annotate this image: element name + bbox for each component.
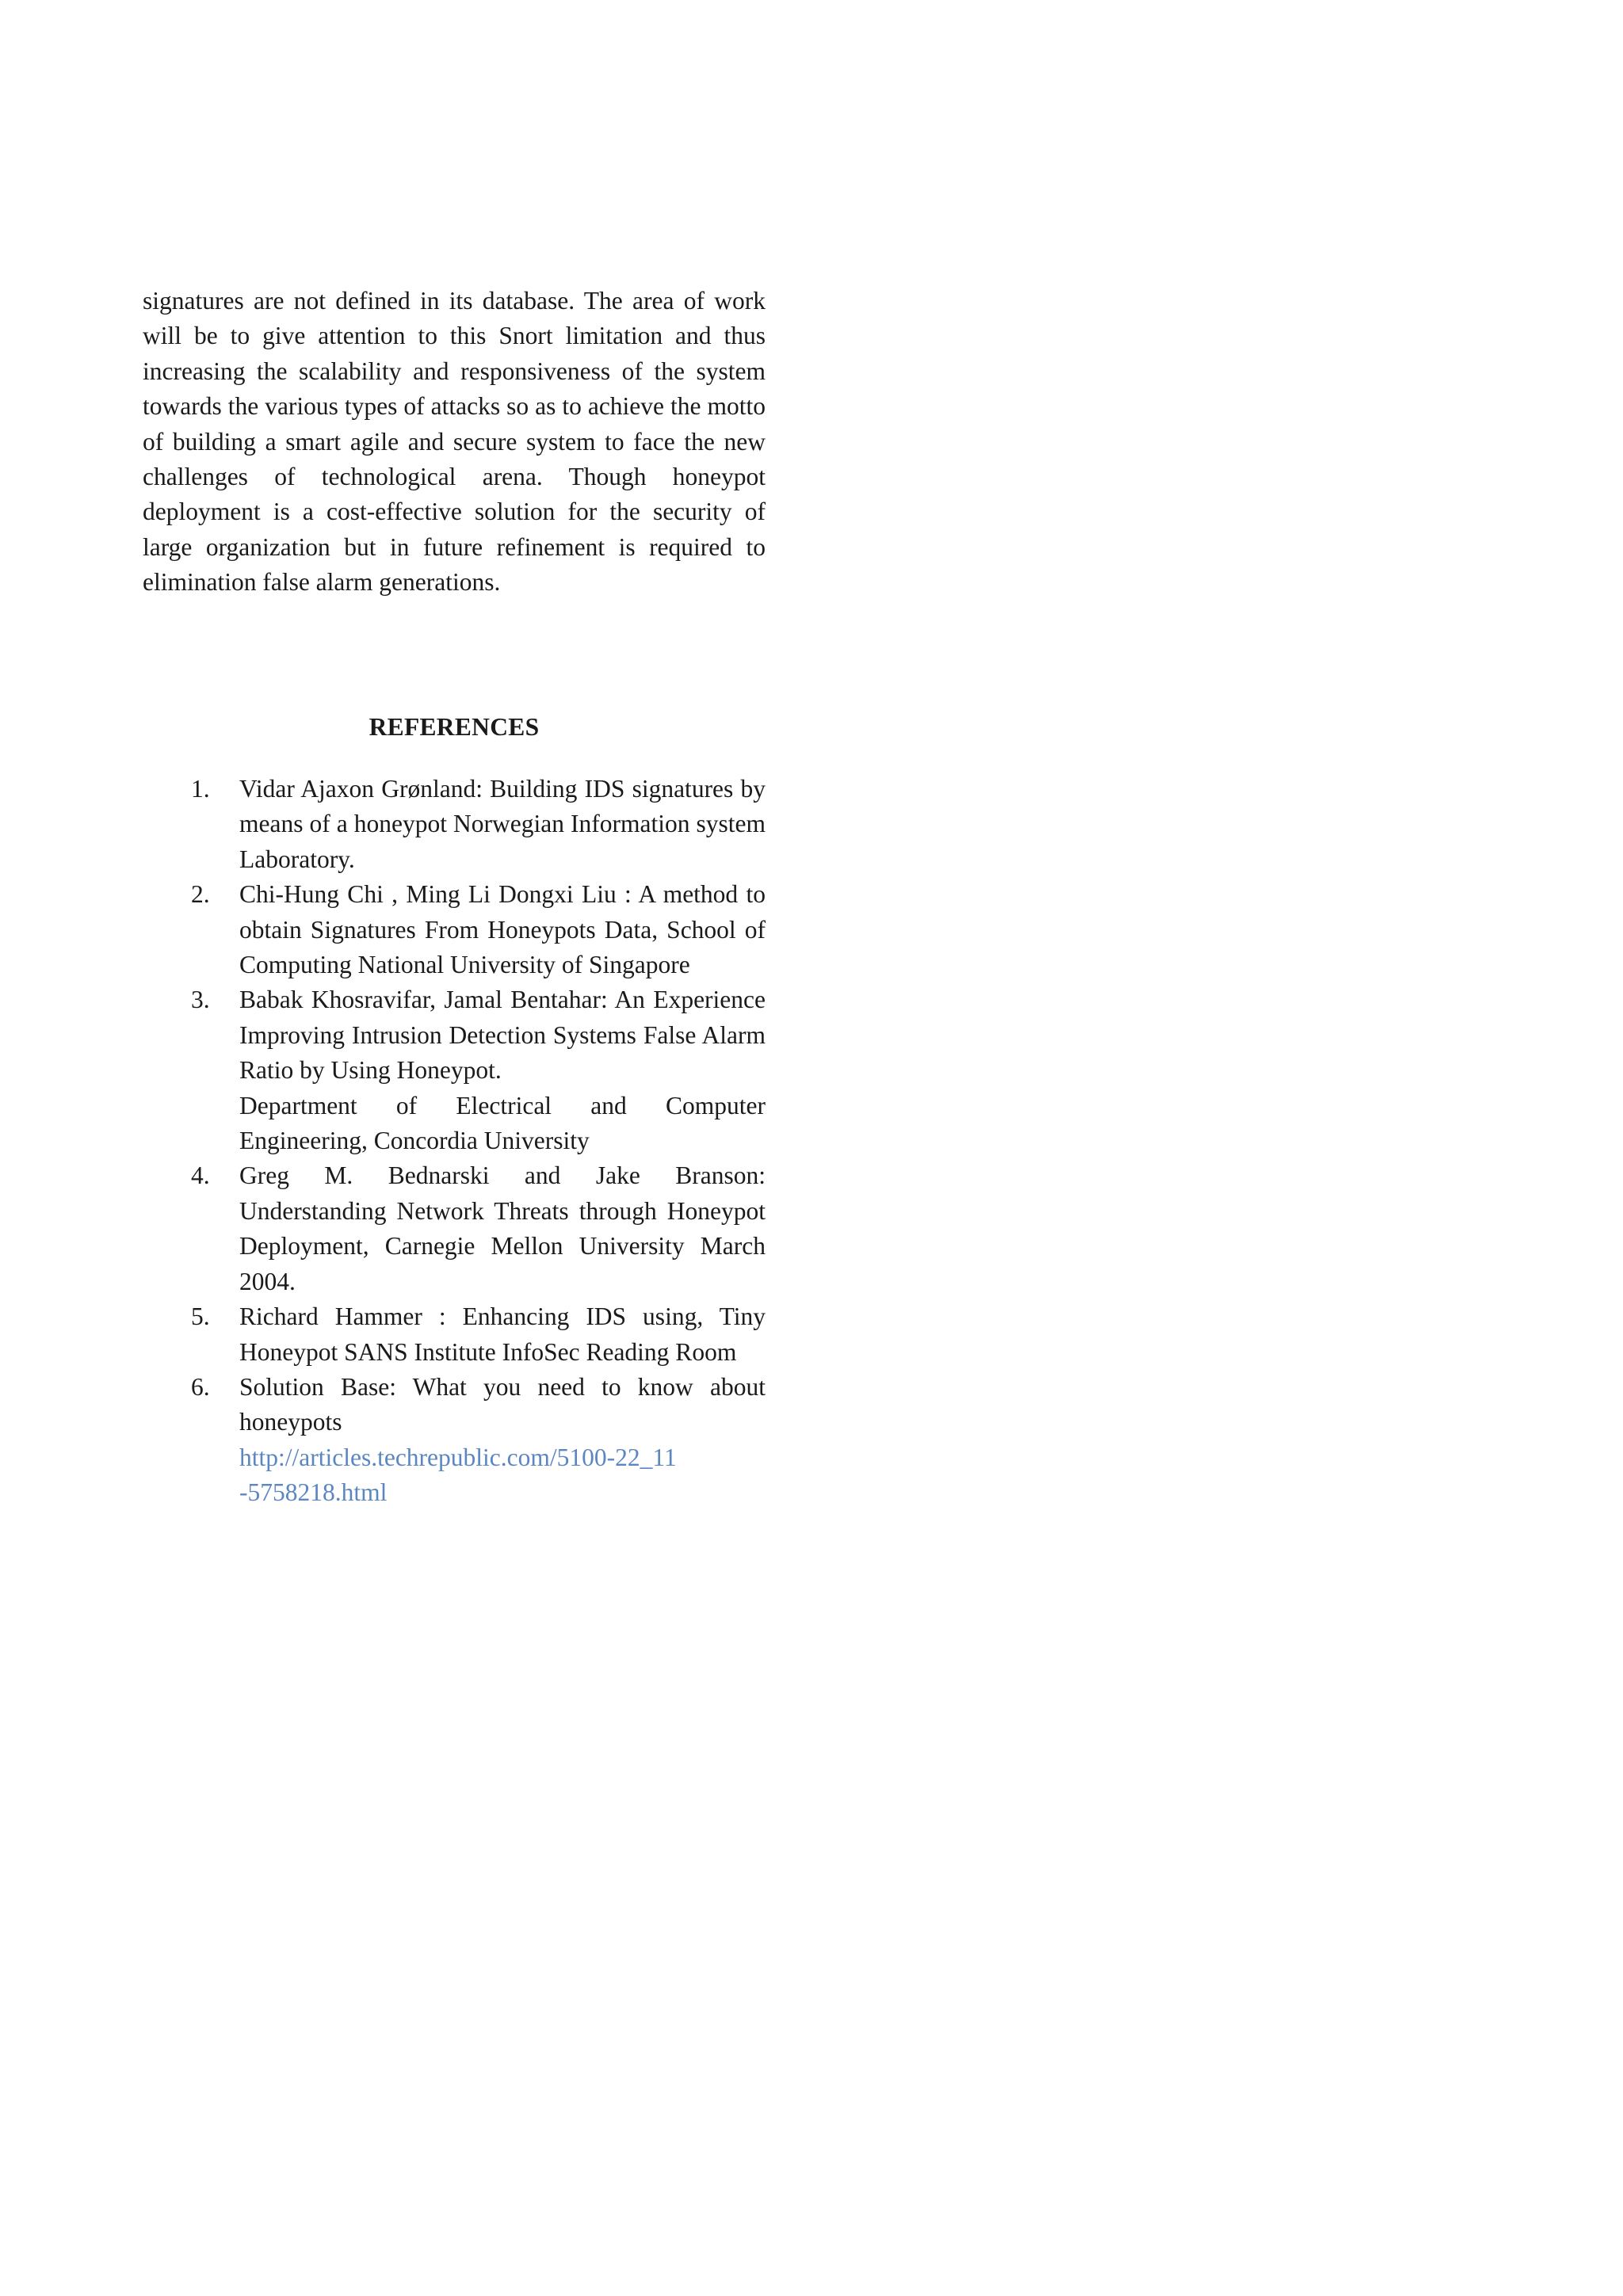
reference-item-4 <box>143 1158 766 1299</box>
reference-text: Greg M. Bednarski and Jake Branson: Understanding Network Threats through Honeypot Deployment, Carnegie Mellon University March 2004. <box>239 1161 766 1295</box>
reference-number: 2. <box>191 880 210 909</box>
reference-number: 5. <box>191 1302 210 1331</box>
reference-text: Solution Base: What you need to know about honeypots <box>239 1372 766 1436</box>
reference-number: 6. <box>191 1372 210 1401</box>
reference-item-6 <box>143 1370 766 1511</box>
reference-text: Vidar Ajaxon Grønland: Building IDS signatures by means of a honeypot Norwegian Information system Laboratory. <box>239 775 766 873</box>
reference-number: 4. <box>191 1161 210 1190</box>
references-heading: REFERENCES <box>369 713 540 741</box>
reference-item-5 <box>143 1299 766 1370</box>
conclusion-paragraph: signatures are not defined in its database. The area of work will be to give attention to this Snort limitation and thus increasing the scalability and responsiveness of the system towards the various types of attacks so as to achieve the motto of building a smart agile and secure system to face the new challenges of technological arena. Though honeypot deployment is a cost-effective solution for the security of large organization but in future refinement is required to elimination false alarm generations. <box>143 287 766 597</box>
reference-url-link[interactable]: http://articles.techrepublic.com/5100-22_11-5758218.html <box>239 1443 677 1507</box>
references-list <box>143 772 766 1511</box>
reference-number: 3. <box>191 986 210 1014</box>
left-column <box>143 284 766 1507</box>
reference-text: Babak Khosravifar, Jamal Bentahar: An Experience Improving Intrusion Detection Systems False Alarm Ratio by Using Honeypot. <box>239 986 766 1085</box>
reference-item-2 <box>143 877 766 982</box>
reference-affiliation: Department of Electrical and Computer Engineering, Concordia University <box>239 1091 766 1155</box>
reference-item-3 <box>143 982 766 1158</box>
reference-number: 1. <box>191 775 210 803</box>
reference-text: Richard Hammer : Enhancing IDS using, Tiny Honeypot SANS Institute InfoSec Reading Room <box>239 1302 766 1366</box>
reference-text: Chi-Hung Chi , Ming Li Dongxi Liu : A method to obtain Signatures From Honeypots Data, School of Computing National University of Singapore <box>239 880 766 979</box>
reference-item-1 <box>143 772 766 877</box>
